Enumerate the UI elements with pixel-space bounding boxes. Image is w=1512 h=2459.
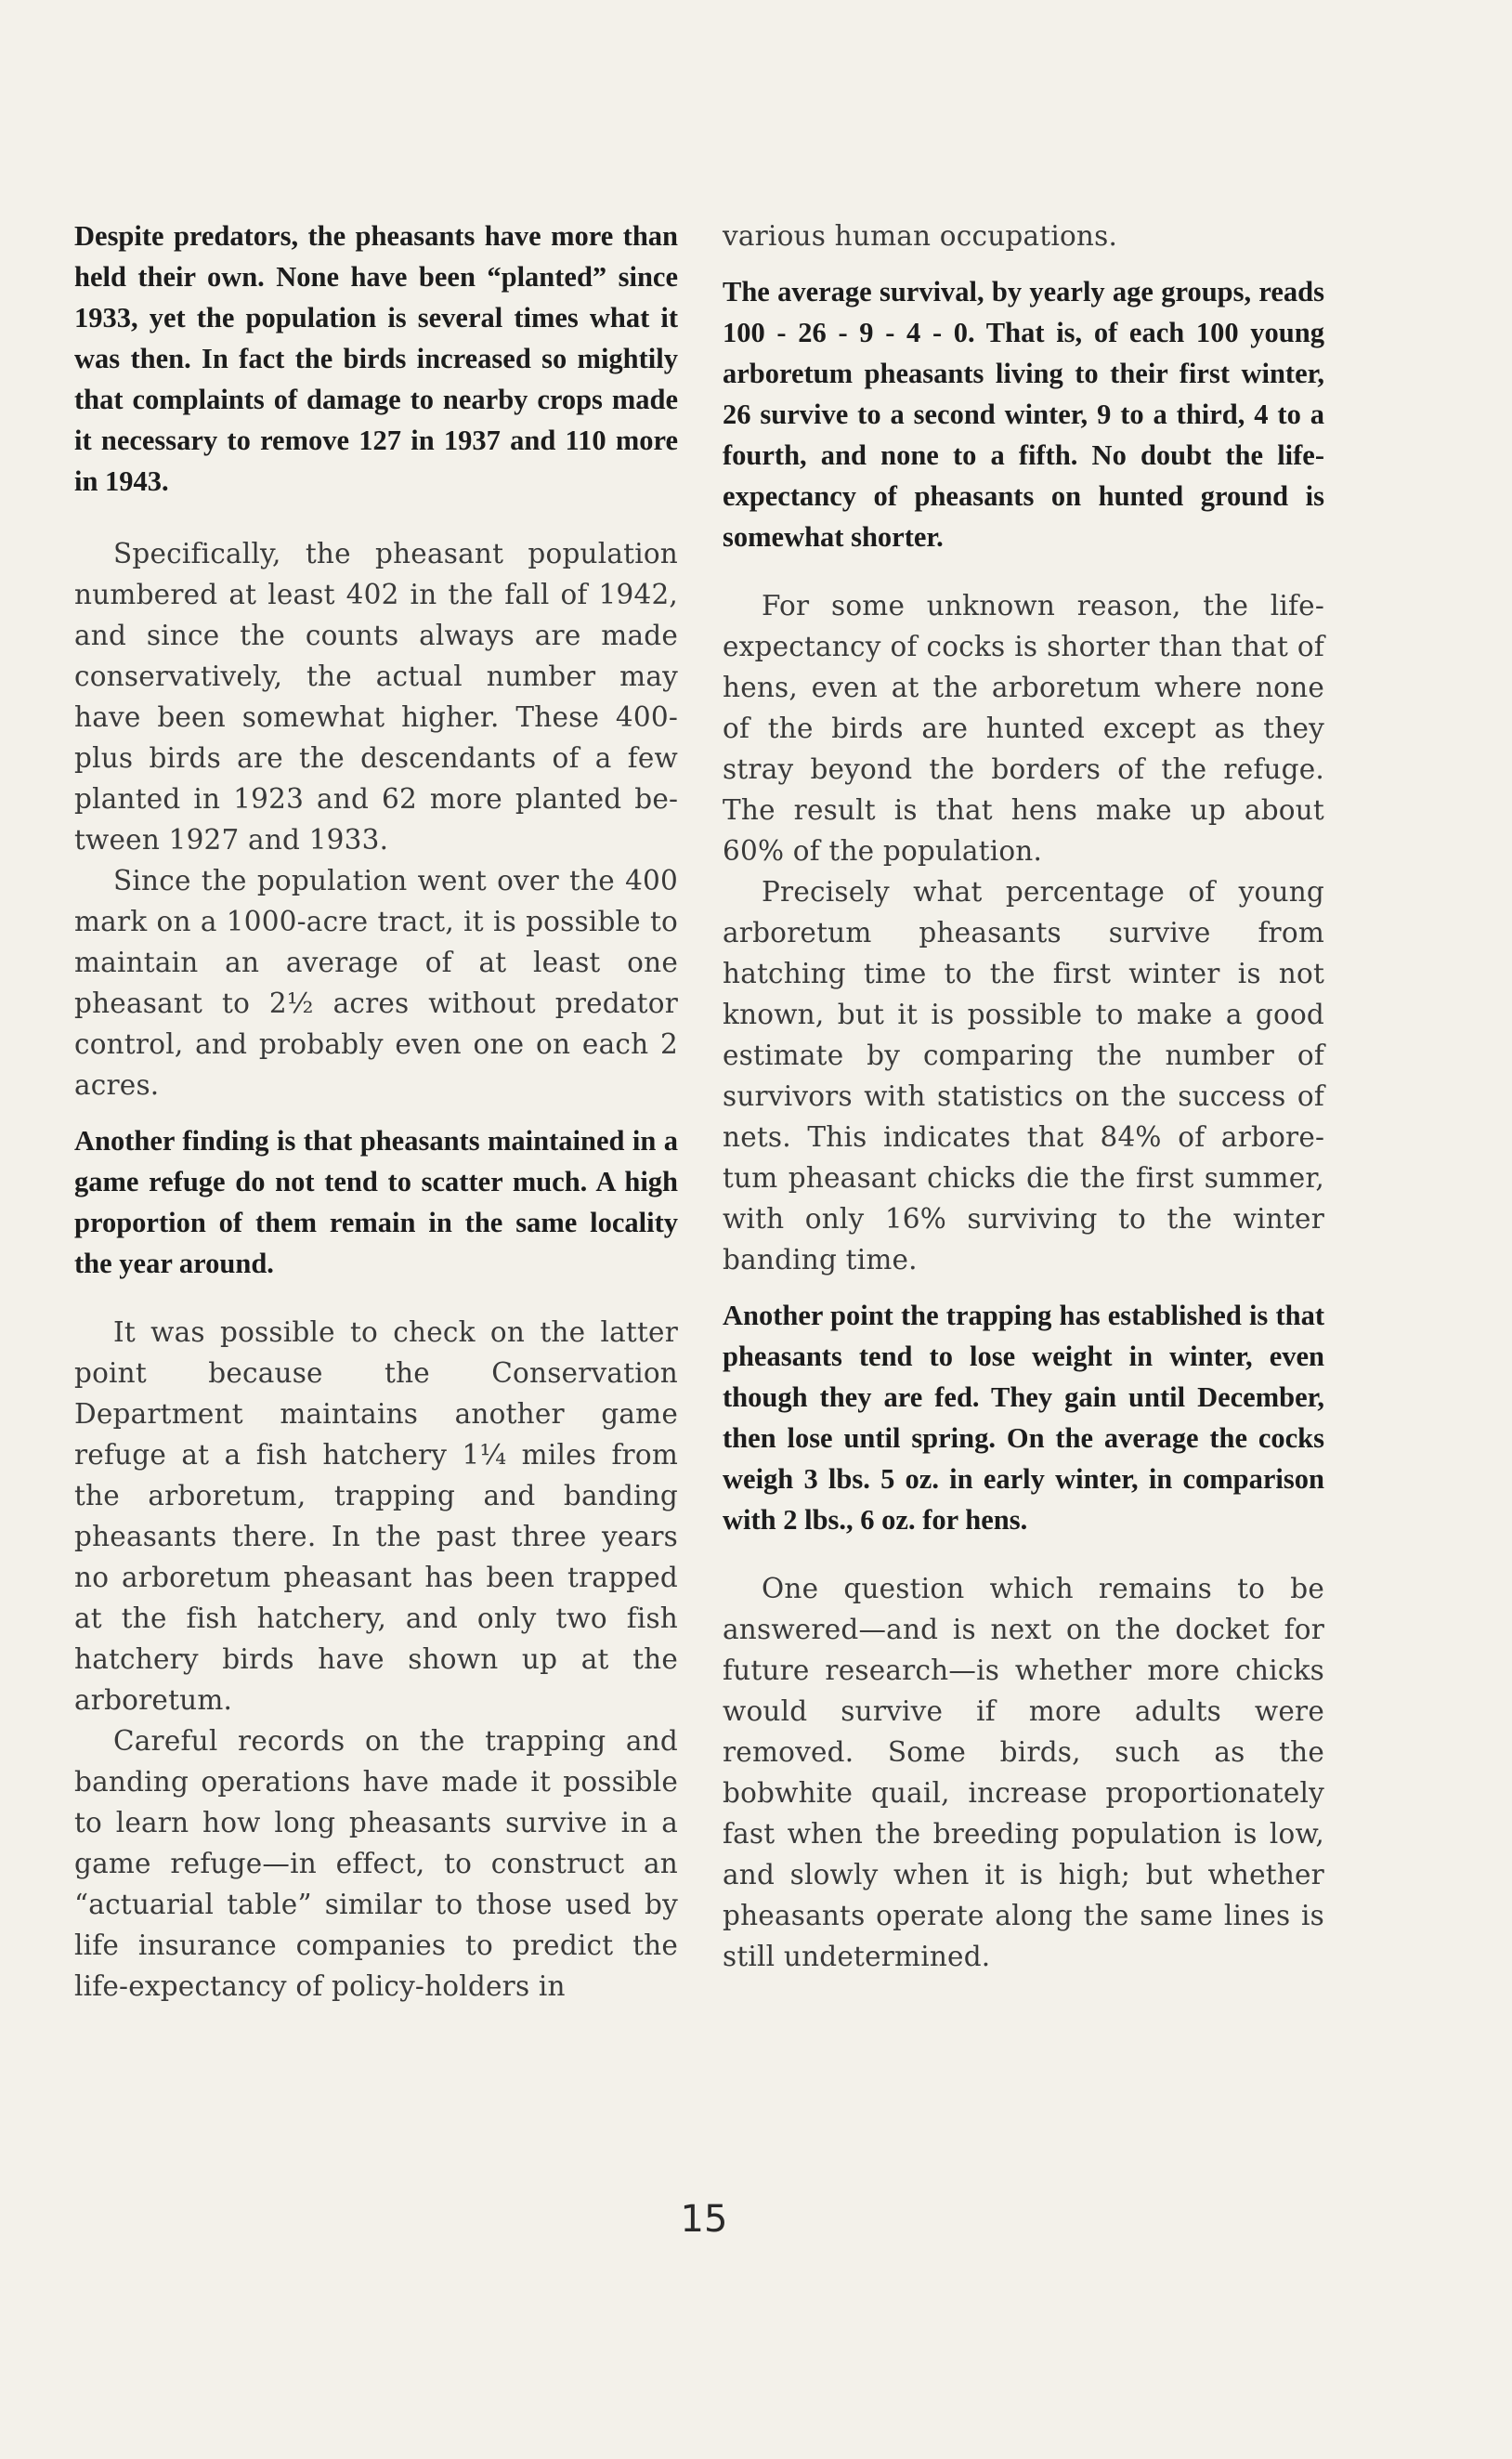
paragraph-population-count: Specifically, the pheasant population numbered at least 402 in the fall of 1942, and since the counts always are made conservatively, the actual number may have been somewhat higher. These 400-plus birds are the descendants of a few planted in 1923 and 62 more planted between 1927 and 1933. bbox=[74, 538, 678, 856]
right-column bbox=[723, 216, 1324, 1977]
paragraph-actuarial-table: Careful records on the trapping and banding operations have made it possible to learn how long pheasants survive in a game refuge—in effect, to construct an “actuarial table” similar to those used by life insurance companies to predict the life-expectancy of policy-holders in bbox=[74, 1725, 678, 2002]
paragraph-occupations: various human occupations. bbox=[723, 220, 1118, 252]
paragraph-chick-survival: Precisely what percentage of young arboretum pheasants survive from hatching time to the first winter is not known, but it is possible to make a good estimate by comparing the number of survivors with statistics on the success of nets. This indicates that 84% of arboretum pheasant chicks die the first summer, with only 16% surviving to the winter banding time. bbox=[723, 876, 1324, 1275]
page-number: 15 bbox=[680, 2198, 728, 2241]
paragraph-survival-rates: The average survival, by yearly age groups, reads 100 - 26 - 9 - 4 - 0. That is, of each 100 young arboretum pheasants living to their first winter, 26 survive to a second winter, 9 to a third, 4 to a fourth, and none to a fifth. No doubt the life-expectancy of pheasants on hunted ground is somewhat shorter. bbox=[723, 276, 1324, 553]
paragraph-weight-loss: Another point the trapping has established is that pheasants tend to lose weight in winter, even though they are fed. They gain until December, then lose until spring. On the average the cocks weigh 3 lbs. 5 oz. in early winter, in comparison with 2 lbs., 6 oz. for hens. bbox=[723, 1300, 1324, 1536]
paragraph-scatter-finding: Another finding is that pheasants maintained in a game refuge do not tend to scatter much. A high proportion of them remain in the same locality the year around. bbox=[74, 1125, 678, 1279]
paragraph-acreage: Since the population went over the 400 mark on a 1000-acre tract, it is possible to maintain an average of at least one pheasant to 2½ acres without predator control, and probably even one on each 2 acres. bbox=[74, 865, 678, 1101]
left-column bbox=[74, 216, 678, 2007]
paragraph-cocks-hens: For some unknown reason, the life-expectancy of cocks is shorter than that of hens, even at the arboretum where none of the birds are hunted except as they stray beyond the borders of the refuge. The result is that hens make up about 60% of the population. bbox=[723, 590, 1324, 867]
paragraph-fish-hatchery: It was possible to check on the latter point because the Conservation Department maintains another game refuge at a fish hatchery 1¼ miles from the arboretum, trapping and banding pheasants there. In the past three years no arboretum pheasant has been trapped at the fish hatchery, and only two fish hatchery birds have shown up at the arboretum. bbox=[74, 1316, 678, 1716]
paragraph-future-research: One question which remains to be answered—and is next on the docket for future research—is whether more chicks would survive if more adults were removed. Some birds, such as the bobwhite quail, increase proportionately fast when the breeding population is low, and slowly when it is high; but whether pheasants operate along the same lines is still undetermined. bbox=[723, 1573, 1324, 1972]
paragraph-predators: Despite predators, the pheasants have more than held their own. None have been “planted” since 1933, yet the population is several times what it was then. In fact the birds increased so mightily that complaints of damage to nearby crops made it necessary to remove 127 in 1937 and 110 more in 1943. bbox=[74, 220, 678, 497]
